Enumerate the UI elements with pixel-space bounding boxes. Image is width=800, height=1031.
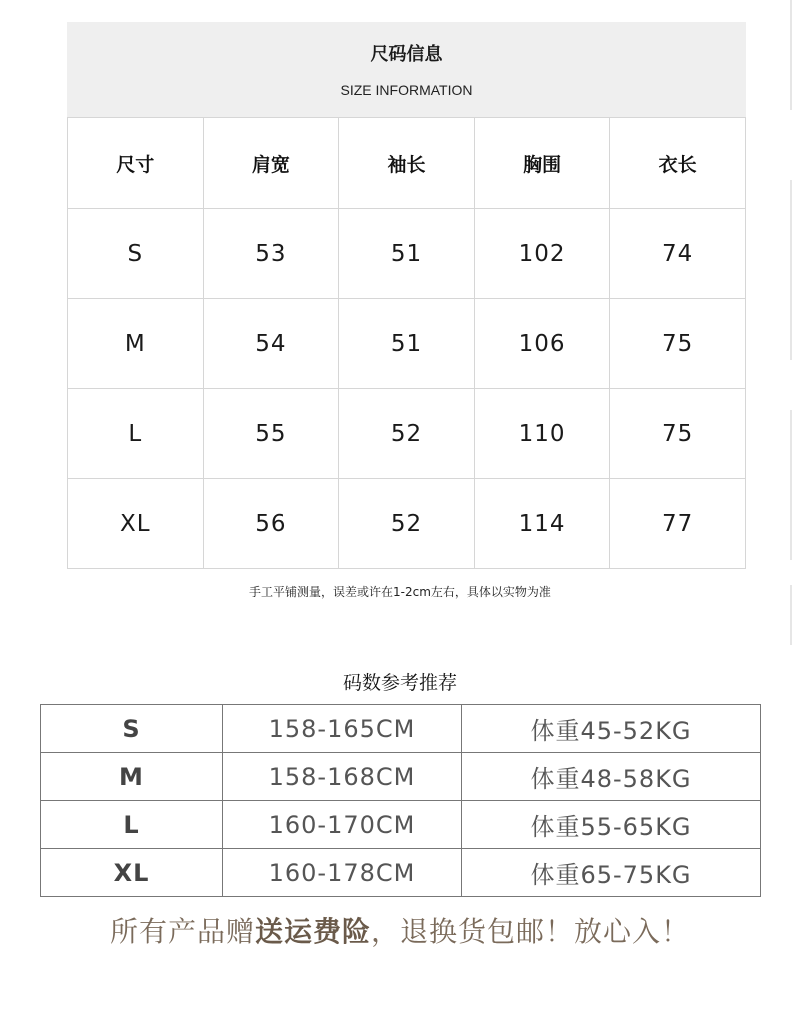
rec-weight: 体重55-65KG <box>462 801 761 849</box>
recommendation-title: 码数参考推荐 <box>342 672 457 694</box>
cell-shoulder: 56 <box>203 479 339 569</box>
cell-length: 74 <box>610 209 746 299</box>
promo-highlight: 送运费险 <box>254 915 371 948</box>
cell-size: L <box>68 389 204 479</box>
right-edge-divider-mid <box>790 180 792 360</box>
cell-sleeve: 52 <box>339 389 475 479</box>
cell-sleeve: 52 <box>339 479 475 569</box>
rec-height: 158-165CM <box>223 705 462 753</box>
rec-height: 160-178CM <box>223 849 462 897</box>
size-table-header-row <box>68 118 746 209</box>
rec-size: M <box>41 753 223 801</box>
cell-sleeve: 51 <box>339 299 475 389</box>
recommendation-table <box>40 704 761 897</box>
cell-shoulder: 53 <box>203 209 339 299</box>
cell-chest: 114 <box>474 479 610 569</box>
cell-length: 75 <box>610 389 746 479</box>
cell-sleeve: 51 <box>339 209 475 299</box>
cell-length: 77 <box>610 479 746 569</box>
rec-height: 158-168CM <box>223 753 462 801</box>
header-sleeve: 袖长 <box>339 118 475 209</box>
rec-height: 160-170CM <box>223 801 462 849</box>
measurement-note: 手工平铺测量，误差或许在1-2cm左右，具体以实物为准 <box>249 585 551 599</box>
promo-suffix: ，退换货包邮！放心入！ <box>371 915 691 948</box>
size-info-subtitle: SIZE INFORMATION <box>340 82 473 98</box>
rec-size: XL <box>41 849 223 897</box>
table-row <box>68 389 746 479</box>
cell-size: XL <box>68 479 204 569</box>
cell-chest: 110 <box>474 389 610 479</box>
header-size: 尺寸 <box>68 118 204 209</box>
table-row <box>68 299 746 389</box>
cell-size: S <box>68 209 204 299</box>
cell-shoulder: 55 <box>203 389 339 479</box>
table-row <box>41 753 761 801</box>
rec-weight: 体重45-52KG <box>462 705 761 753</box>
rec-weight: 体重48-58KG <box>462 753 761 801</box>
right-edge-divider-low <box>790 410 792 560</box>
rec-size: L <box>41 801 223 849</box>
promo-prefix: 所有产品赠 <box>109 915 255 948</box>
table-row <box>41 801 761 849</box>
size-info-header <box>67 22 746 117</box>
header-length: 衣长 <box>610 118 746 209</box>
size-table <box>67 117 746 569</box>
cell-chest: 106 <box>474 299 610 389</box>
table-row <box>68 209 746 299</box>
size-info-title: 尺码信息 <box>370 44 443 65</box>
rec-size: S <box>41 705 223 753</box>
cell-shoulder: 54 <box>203 299 339 389</box>
cell-size: M <box>68 299 204 389</box>
rec-weight: 体重65-75KG <box>462 849 761 897</box>
table-row <box>41 849 761 897</box>
header-shoulder: 肩宽 <box>203 118 339 209</box>
table-row <box>68 479 746 569</box>
header-chest: 胸围 <box>474 118 610 209</box>
cell-chest: 102 <box>474 209 610 299</box>
right-edge-divider-top <box>790 0 792 110</box>
size-information-block <box>67 22 746 569</box>
promo-banner <box>0 910 800 950</box>
table-row <box>41 705 761 753</box>
cell-length: 75 <box>610 299 746 389</box>
